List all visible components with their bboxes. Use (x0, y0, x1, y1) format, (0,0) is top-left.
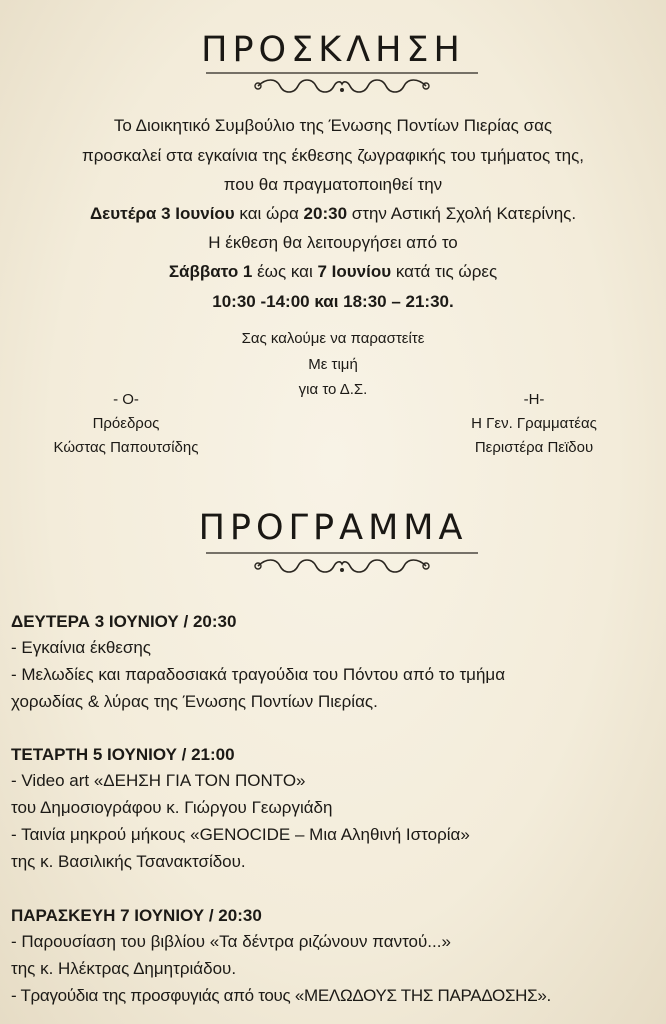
end-date: 7 Ιουνίου (317, 262, 392, 281)
secretary-signature-block (438, 388, 630, 460)
day-1-item: χορωδίας & λύρας της Ένωσης Ποντίων Πιερίας. (11, 692, 378, 711)
flourish-divider-icon (206, 548, 478, 580)
president-name: Κώστας Παπουτσίδης (53, 439, 199, 456)
day-2-item: - Video art «ΔΕΗΣΗ ΓΙΑ ΤΟΝ ΠΟΝΤΟ» (11, 771, 306, 790)
secretary-role: Η Γεν. Γραμματέας (471, 415, 597, 432)
day-2-heading: ΤΕΤΑΡΤΗ 5 ΙΟΥΝΙΟΥ / 21:00 (11, 745, 235, 764)
president-role: Πρόεδρος (92, 415, 160, 432)
day-1-item: - Μελωδίες και παραδοσιακά τραγούδια του Πόντου από το τμήμα (11, 665, 506, 684)
president-letter: - Ο- (113, 391, 139, 408)
flourish-divider-icon (206, 68, 478, 100)
start-date: Σάββατο 1 (168, 262, 253, 281)
invitation-line-1: Το Διοικητικό Συμβούλιο της Ένωσης Ποντίων Πιερίας σας (113, 116, 553, 135)
hours-intro: κατά τις ώρες (391, 262, 498, 281)
day-3-heading: ΠΑΡΑΣΚΕΥΗ 7 ΙΟΥΝΙΟΥ / 20:30 (11, 906, 262, 925)
day-2-item: της κ. Βασιλικής Τσανακτσίδου. (11, 852, 246, 871)
day-3-item: - Παρουσίαση του βιβλίου «Τα δέντρα ριζώνουν παντού...» (11, 932, 451, 951)
day-1-item: - Εγκαίνια έκθεσης (11, 638, 151, 657)
invitation-line-2: προσκαλεί στα εγκαίνια της έκθεσης ζωγραφικής του τμήματος της, (82, 146, 584, 165)
secretary-letter: -Η- (523, 391, 545, 408)
until-text: έως και (252, 262, 318, 281)
invitation-line-5: Η έκθεση θα λειτουργήσει από το (208, 233, 458, 252)
venue-text: στην Αστική Σχολή Κατερίνης. (347, 204, 577, 223)
opening-time: 20:30 (303, 204, 348, 223)
invitation-line-4 (0, 204, 666, 224)
day-3-item: της κ. Ηλέκτρας Δημητριάδου. (11, 959, 237, 978)
day-3-item: - Τραγούδια της προσφυγιάς από τους «ΜΕΛΩΔΟΥΣ ΤΗΣ ΠΑΡΑΔΟΣΗΣ». (11, 986, 551, 1005)
program-title: ΠΡΟΓΡΑΜΜΑ (198, 508, 468, 548)
invitation-line-3: που θα πραγματοποιηθεί την (223, 175, 443, 194)
day-2-item: του Δημοσιογράφου κ. Γιώργου Γεωργιάδη (11, 798, 333, 817)
president-signature-block (36, 388, 216, 460)
invitation-line-6 (0, 262, 666, 282)
invitation-title: ΠΡΟΣΚΛΗΣΗ (201, 30, 465, 70)
time-intro: και ώρα (234, 204, 304, 223)
secretary-name: Περιστέρα Πεϊδου (474, 439, 594, 456)
opening-hours: 10:30 -14:00 και 18:30 – 21:30. (212, 292, 454, 311)
closing-line-1: Σας καλούμε να παραστείτε (241, 330, 425, 347)
opening-date: Δευτέρα 3 Ιουνίου (89, 204, 235, 223)
closing-line-3: για το Δ.Σ. (298, 381, 368, 398)
day-2-item: - Ταινία μηκρού μήκους «GENOCIDE – Μια Αληθινή Ιστορία» (11, 825, 470, 844)
day-1-heading: ΔΕΥΤΕΡΑ 3 ΙΟΥΝΙΟΥ / 20:30 (11, 612, 237, 631)
closing-line-2: Με τιμή (308, 356, 358, 373)
